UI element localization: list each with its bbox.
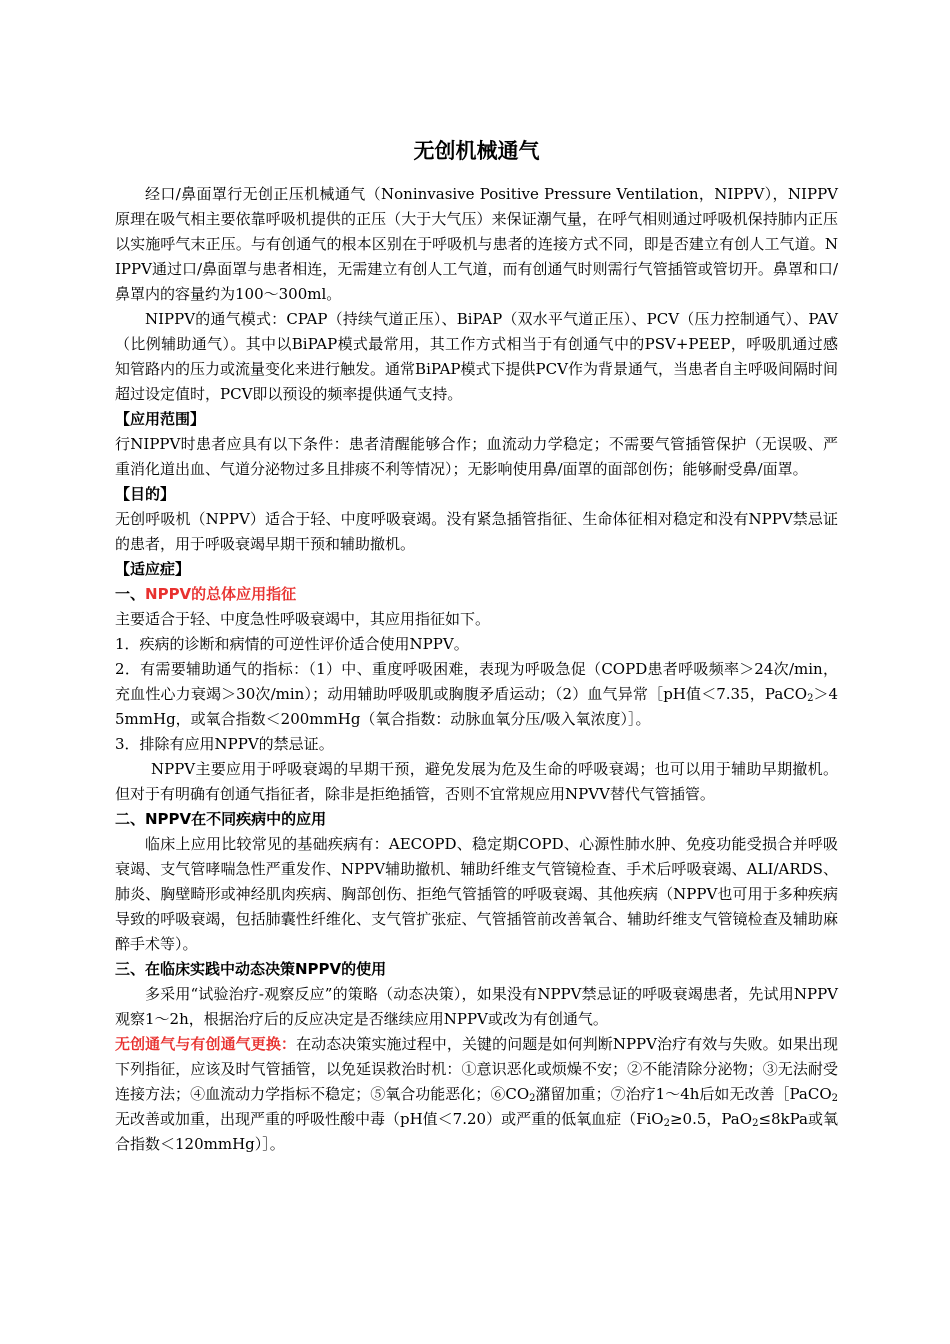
switch-sub-4: 2 <box>752 1118 759 1129</box>
intro-paragraph-1: 经口/鼻面罩行无创正压机械通气（Noninvasive Positive Pressure Ventilation，NIPPV），NIPPV原理在吸气相主要依靠呼吸机提供的正压（大于大气压）来保证潮气量，在呼气相则通过呼吸机保持肺内正压以实施呼气末正压。与有创通气的根本区别在于呼吸机与患者的连接方式不同，即是否建立有创人工气道。NIPPV通过口/鼻面罩与患者相连，无需建立有创人工气道，而有创通气时则需行气管插管或管切开。鼻罩和口/鼻罩内的容量约为100～300ml。 <box>115 185 838 303</box>
switch-sub-3: 2 <box>663 1118 670 1129</box>
switch-text-a: 在动态决策实施过程中，关键的问题是如何判断NPPV治疗有效与失败。如果出现下列指征，应该及时气管插管，以免延误救治时机：①意识恶化或烦燥不安；②不能清除分泌物；③无法耐受连接方法；④血流动力学指标不稳定；⑤氧合功能恶化；⑥CO <box>115 1035 838 1103</box>
switch-label: 无创通气与有创通气更换： <box>115 1035 297 1053</box>
scope-text: 行NIPPV时患者应具有以下条件：患者清醒能够合作；血流动力学稳定；不需要气管插管保护（无误吸、严重消化道出血、气道分泌物过多且排痰不利等情况）；无影响使用鼻/面罩的面部创伤；能够耐受鼻/面罩。 <box>115 435 838 478</box>
section-1-prefix: 一、 <box>115 585 146 603</box>
switch-paragraph <box>115 1032 838 1157</box>
intro-paragraph-2: NIPPV的通气模式：CPAP（持续气道正压）、BiPAP（双水平气道正压）、PCV（压力控制通气）、PAV（比例辅助通气）。其中以BiPAP模式最常用，其工作方式相当于有创通气中的PSV+PEEP，呼吸肌通过感知管路内的压力或流量变化来进行触发。通常BiPAP模式下提供PCV作为背景通气，当患者自主呼吸间隔时间超过设定值时，PCV即以预设的频率提供通气支持。 <box>115 310 838 403</box>
indications-heading: 【适应症】 <box>115 560 191 578</box>
purpose-heading: 【目的】 <box>115 485 176 503</box>
switch-sub-2: 2 <box>831 1093 838 1104</box>
section-3-heading: 三、在临床实践中动态决策NPPV的使用 <box>115 960 387 978</box>
section-1-item-1: 1．疾病的诊断和病情的可逆性评价适合使用NPPV。 <box>115 635 469 653</box>
switch-text-b: 潴留加重；⑦治疗1～4h后如无改善［PaCO <box>535 1085 832 1103</box>
section-1-note: NPPV主要应用于呼吸衰竭的早期干预，避免发展为危及生命的呼吸衰竭；也可以用于辅助早期撤机。但对于有明确有创通气指征者，除非是拒绝插管，否则不宜常规应用NPVV替代气管插管。 <box>115 760 838 803</box>
section-1-title: NPPV的总体应用指征 <box>145 585 297 603</box>
switch-text-d: ≥0.5，PaO <box>669 1110 753 1128</box>
section-2-heading: 二、NPPV在不同疾病中的应用 <box>115 810 327 828</box>
section-1-heading <box>115 582 838 607</box>
page-title: 无创机械通气 <box>413 139 540 163</box>
item-2-text-b: ＞45mmHg，或氧合指数＜200mmHg（氧合指数：动脉血氧分压/吸入氧浓度）］。 <box>115 685 838 728</box>
item-2-text-a: 2．有需要辅助通气的指标：（1）中、重度呼吸困难，表现为呼吸急促（COPD患者呼吸频率＞24次/min，充血性心力衰竭＞30次/min）；动用辅助呼吸肌或胸腹矛盾运动；（2）血气异常［pH值＜7.35，PaCO <box>115 660 838 703</box>
purpose-text: 无创呼吸机（NPPV）适合于轻、中度呼吸衰竭。没有紧急插管指征、生命体征相对稳定和没有NPPV禁忌证的患者，用于呼吸衰竭早期干预和辅助撤机。 <box>115 510 838 553</box>
switch-sub-1: 2 <box>529 1093 536 1104</box>
section-1-item-2 <box>115 657 838 732</box>
item-2-subscript: 2 <box>807 693 814 704</box>
section-1-item-3: 3．排除有应用NPPV的禁忌证。 <box>115 735 334 753</box>
section-1-intro: 主要适合于轻、中度急性呼吸衰竭中，其应用指征如下。 <box>115 610 491 628</box>
section-2-text: 临床上应用比较常见的基础疾病有：AECOPD、稳定期COPD、心源性肺水肿、免疫功能受损合并呼吸衰竭、支气管哮喘急性严重发作、NPPV辅助撤机、辅助纤维支气管镜检查、手术后呼吸衰竭、ALI/ARDS、肺炎、胸壁畸形或神经肌肉疾病、胸部创伤、拒绝气管插管的呼吸衰竭、其他疾病（NPPV也可用于多种疾病导致的呼吸衰竭，包括肺囊性纤维化、支气管扩张症、气管插管前改善氧合、辅助纤维支气管镜检查及辅助麻醉手术等）。 <box>115 835 838 953</box>
section-3-text: 多采用“试验治疗-观察反应”的策略（动态决策），如果没有NPPV禁忌证的呼吸衰竭患者，先试用NPPV观察1～2h，根据治疗后的反应决定是否继续应用NPPV或改为有创通气。 <box>115 985 838 1028</box>
switch-text-e: ≤8kPa或氧合指数＜120mmHg）］。 <box>115 1110 839 1153</box>
switch-text-c: 无改善或加重，出现严重的呼吸性酸中毒（pH值＜7.20）或严重的低氧血症（FiO <box>115 1110 664 1128</box>
scope-heading: 【应用范围】 <box>115 410 206 428</box>
